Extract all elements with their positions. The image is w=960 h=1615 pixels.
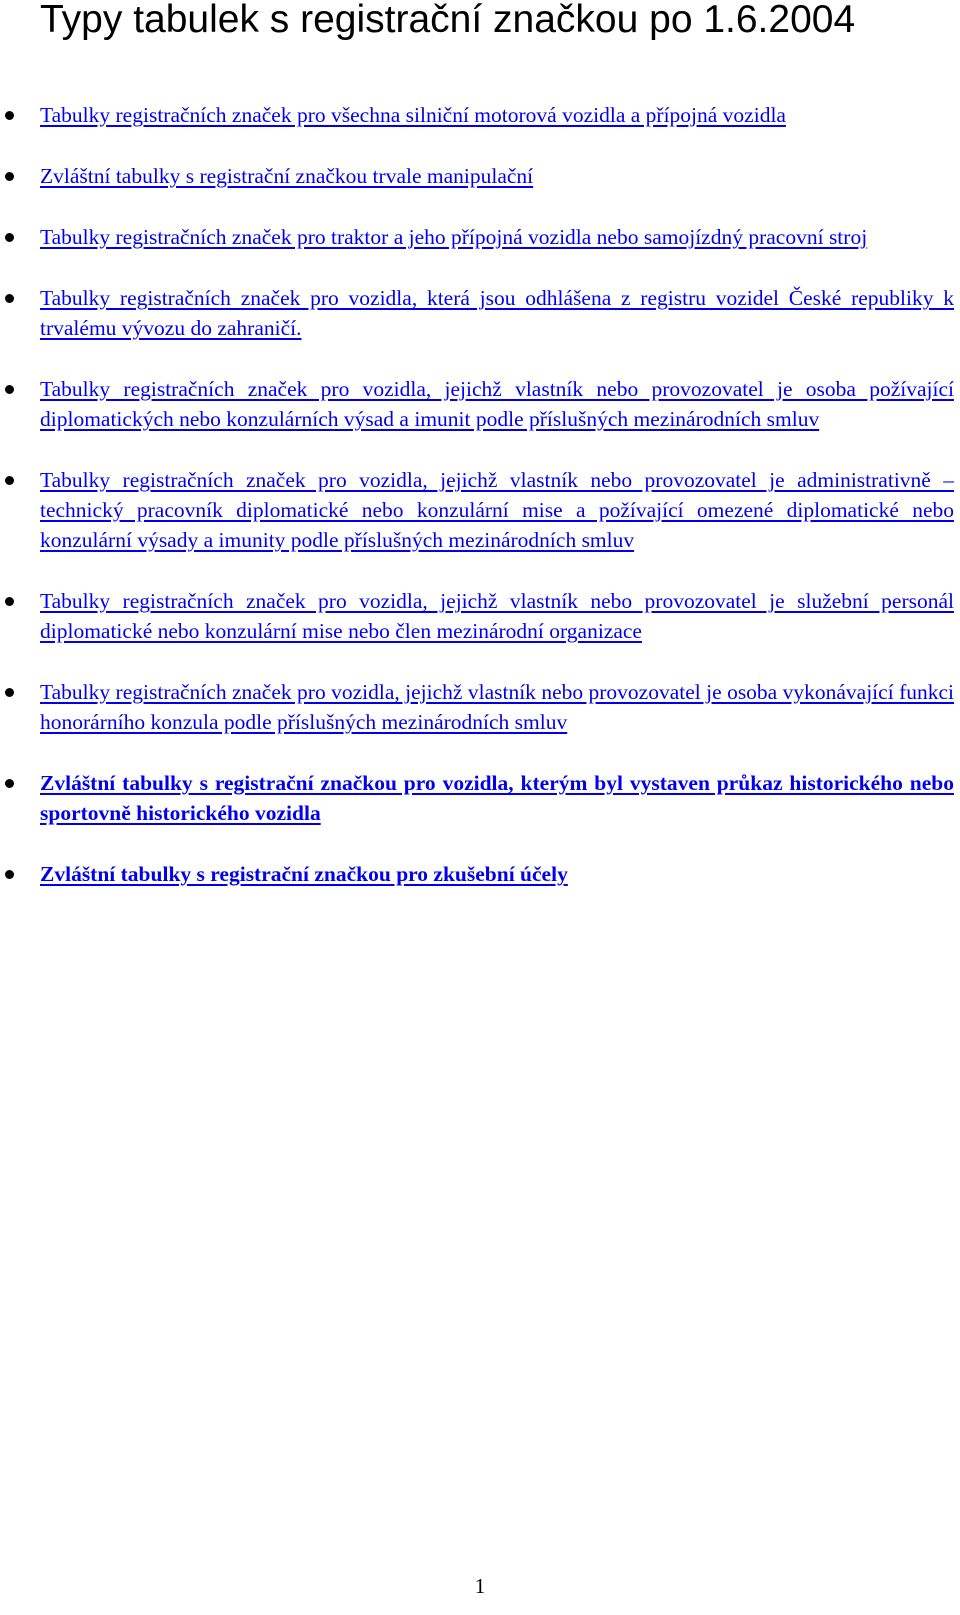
link-honorary-consul[interactable]: Tabulky registračních značek pro vozidla, jejichž vlastník nebo provozovatel je osoba vykonávající funkci honorárního konzula podle příslušných mezinárodních smluv — [40, 680, 954, 734]
list-item — [0, 100, 960, 130]
bullet-icon — [5, 779, 14, 788]
bullet-icon — [5, 476, 14, 485]
bullet-icon — [5, 233, 14, 242]
bullet-icon — [5, 870, 14, 879]
link-export[interactable]: Tabulky registračních značek pro vozidla, která jsou odhlášena z registru vozidel České republiky k trvalému vývozu do zahraničí. — [40, 286, 954, 340]
bullet-icon — [5, 294, 14, 303]
bullet-icon — [5, 385, 14, 394]
list-item — [0, 161, 960, 191]
link-diplomatic[interactable]: Tabulky registračních značek pro vozidla, jejichž vlastník nebo provozovatel je osoba požívající diplomatických nebo konzulárních výsad a imunit podle příslušných mezinárodních smluv — [40, 377, 954, 431]
list-item — [0, 859, 960, 889]
bullet-icon — [5, 172, 14, 181]
link-test-purposes[interactable]: Zvláštní tabulky s registrační značkou pro zkušební účely — [40, 862, 568, 886]
plate-type-list — [0, 100, 960, 920]
link-administrative-technical[interactable]: Tabulky registračních značek pro vozidla, jejichž vlastník nebo provozovatel je administrativně – technický pracovník diplomatické nebo konzulární mise a požívající omezené diplomatické nebo konzulární výsady a imunity podle příslušných mezinárodních smluv — [40, 468, 954, 552]
bullet-icon — [5, 111, 14, 120]
list-item — [0, 222, 960, 252]
link-tractor[interactable]: Tabulky registračních značek pro traktor a jeho přípojná vozidla nebo samojízdný pracovní stroj — [40, 225, 868, 249]
link-permanent-manipulation[interactable]: Zvláštní tabulky s registrační značkou trvale manipulační — [40, 164, 534, 188]
list-item — [0, 677, 960, 737]
link-historic-vehicles[interactable]: Zvláštní tabulky s registrační značkou pro vozidla, kterým byl vystaven průkaz historického nebo sportovně historického vozidla — [40, 771, 954, 825]
list-item — [0, 586, 960, 646]
page-number: 1 — [474, 1574, 486, 1598]
page-title: Typy tabulek s registrační značkou po 1.6.2004 — [40, 0, 856, 41]
link-general-vehicles[interactable]: Tabulky registračních značek pro všechna silniční motorová vozidla a přípojná vozidla — [40, 103, 786, 127]
list-item — [0, 465, 960, 555]
link-service-personnel[interactable]: Tabulky registračních značek pro vozidla, jejichž vlastník nebo provozovatel je služební personál diplomatické nebo konzulární mise nebo člen mezinárodní organizace — [40, 589, 954, 643]
list-item — [0, 283, 960, 343]
bullet-icon — [5, 688, 14, 697]
list-item — [0, 768, 960, 828]
bullet-icon — [5, 597, 14, 606]
list-item — [0, 374, 960, 434]
